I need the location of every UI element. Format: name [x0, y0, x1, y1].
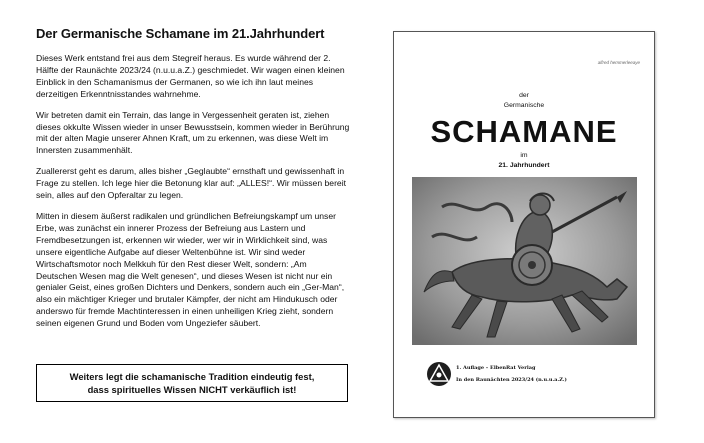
highlighted-statement-box — [36, 364, 348, 402]
cover-author: alfred hemmerleeaye — [597, 60, 640, 65]
cover-line-germanische: Germanische — [503, 102, 545, 109]
document-title: Der Germanische Schamane im 21.Jahrhundert — [36, 26, 325, 41]
highlighted-line-2: dass spirituelles Wissen NICHT verkäuflich ist! — [87, 384, 297, 395]
paragraph-4: Mitten in diesem äußerst radikalen und gründlichen Befreiungskampf um unser Erbe, was zunächst ein innerer Prozess der Befreiung aus Lastern und Fremdbesetzungen ist, erkennen wir wieder, wer wir in Wirklichkeit sind, was unsere eigentliche Aufgabe auf dieser Weltenbühne ist. Wir sind weder Wirtschaftsmotor noch Melkkuh für den Rest dieser Welt, sondern: „Am Deutschen Wesen mag die Welt genesen“, und dieses Wesen ist nicht nur ein genialer Geist, eines großen Dichters und Denkers, sondern auch ein „Ger-Man“, also ein mächtiger Krieger und brutaler Kämpfer, der nicht am Hindukusch oder anderswo für fremde Machtinteressen in einen unheiligen Krieg zieht, sondern seinen eigenen Grund und Boden vom Ungeziefer säubert. — [36, 210, 345, 329]
paragraph-1: Dieses Werk entstand frei aus dem Stegreif heraus. Es wurde während der 2. Hälfte der Raunächte 2023/24 (n.u.u.a.Z.) geschmiedet. Wir wagen einen kleinen Einblick in den Schamanismus der Germanen, so wie ich ihn laut meines derzeitigen Erkenntnisstandes wahrnehme. — [36, 53, 345, 99]
paragraph-3: Zuallererst geht es darum, alles bisher „Geglaubte“ ernsthaft und gewissenhaft in Frage zu stellen. Ich lege hier die Betonung klar auf: „ALLES!“. Wir müssen bereit sein, alles auf den Opferaltar zu legen. — [36, 166, 347, 201]
highlighted-line-1: Weiters legt die schamanische Tradition eindeutig fest, — [69, 371, 315, 382]
rider-on-horse-relief-icon — [412, 177, 637, 345]
cover-title: SCHAMANE — [430, 114, 618, 149]
cover-line-jahrhundert: 21. Jahrhundert — [498, 162, 550, 169]
paragraph-2: Wir betreten damit ein Terrain, das lange in Vergessenheit geraten ist, ziehen dieses okkulte Wissen wieder in unser Bewusstsein, kommen wieder in Berührung mit der alten Magie unserer Ahnen Kraft, um zu erkennen, was diese Welt im Innersten zusammenhält. — [36, 109, 350, 156]
cover-line-im: im — [520, 152, 528, 159]
cover-publisher-line-1: 1. Auflage – ElbenRat Verlag — [456, 365, 536, 371]
publisher-logo-icon — [426, 361, 452, 387]
text-column — [36, 26, 350, 339]
book-cover — [393, 31, 655, 418]
cover-publisher-line-2: In den Raunächten 2023/24 (n.u.u.a.Z.) — [456, 377, 567, 383]
cover-line-der: der — [519, 92, 529, 99]
